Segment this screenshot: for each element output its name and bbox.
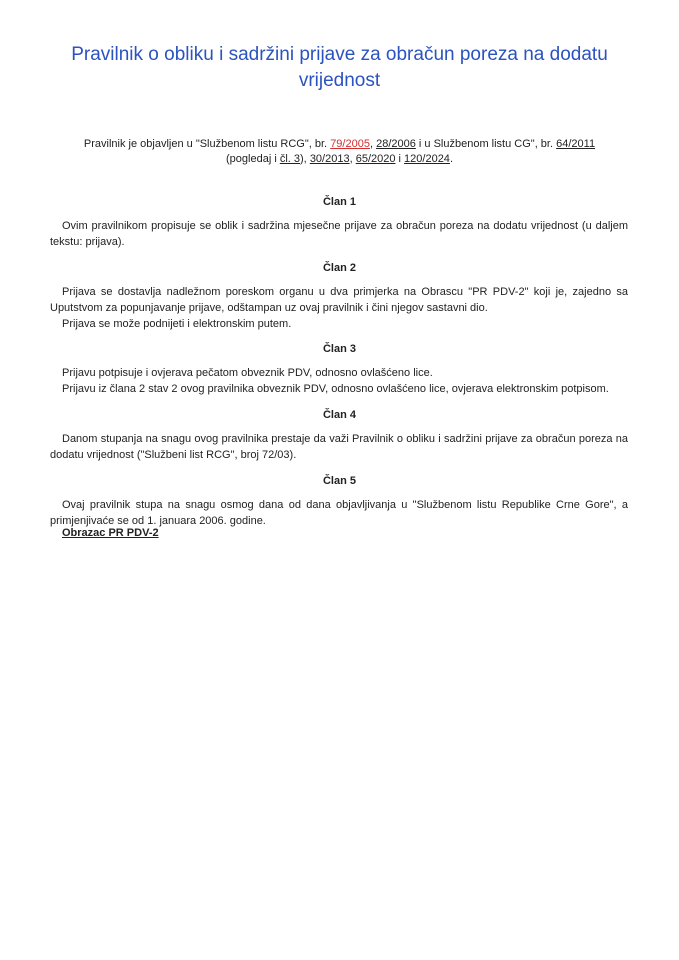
paragraph: Prijava se može podnijeti i elektronskim putem. <box>62 318 292 330</box>
article-3-text <box>50 365 628 397</box>
paragraph: Ovim pravilnikom propisuje se oblik i sadržina mjesečne prijave za obračun poreza na dodatu vrijednost (u daljem tekstu: prijava). <box>50 220 628 248</box>
article-1-text <box>50 218 628 250</box>
paragraph: Ovaj pravilnik stupa na snagu osmog dana od dana objavljivanja u "Službenom listu Republike Crne Gore", a primjenjivaće se od 1. januara 2006. godine. <box>50 499 628 527</box>
article-5-heading: Član 5 <box>322 475 356 487</box>
paragraph: Prijavu iz člana 2 stav 2 ovog pravilnika obveznik PDV, odnosno ovlašćeno lice, ovjerava elektronskim potpisom. <box>62 383 609 395</box>
publication-info: Pravilnik je objavljen u "Službenom listu RCG", br. 79/2005, 28/2006 i u Službenom listu CG", br. 64/2011 (pogledaj i čl. 3), 30/2013, 65/2020 i 120/2024. <box>83 138 596 165</box>
article-4-text <box>50 431 628 463</box>
gazette-link-2011[interactable]: 64/2011 <box>556 138 596 150</box>
gazette-link-2006[interactable]: 28/2006 <box>376 138 416 150</box>
article-5-text <box>50 497 628 529</box>
article-2-heading: Član 2 <box>322 262 356 274</box>
paragraph: Prijavu potpisuje i ovjerava pečatom obveznik PDV, odnosno ovlašćeno lice. <box>62 367 433 379</box>
form-pr-pdv-2-link[interactable]: Obrazac PR PDV-2 <box>62 527 159 539</box>
gazette-link-2020[interactable]: 65/2020 <box>355 153 396 165</box>
article-3-link[interactable]: čl. 3 <box>279 153 301 165</box>
gazette-link-2013[interactable]: 30/2013 <box>309 153 350 165</box>
gazette-link-2005[interactable]: 79/2005 <box>330 138 370 150</box>
article-3-heading: Član 3 <box>322 343 356 355</box>
paragraph: Danom stupanja na snagu ovog pravilnika prestaje da važi Pravilnik o obliku i sadržini prijave za obračun poreza na dodatu vrijednost ("Službeni list RCG", broj 72/03). <box>50 433 628 461</box>
article-1-heading: Član 1 <box>322 196 356 208</box>
publication-mid: i u Službenom listu CG", br. <box>418 138 554 150</box>
document-title: Pravilnik o obliku i sadržini prijave za obračun poreza na dodatu vrijednost <box>71 44 608 91</box>
gazette-link-2024[interactable]: 120/2024 <box>404 153 450 165</box>
publication-prefix: Pravilnik je objavljen u "Službenom listu RCG", br. <box>83 138 328 150</box>
article-4-heading: Član 4 <box>322 409 356 421</box>
article-2-text <box>50 284 628 332</box>
paragraph: Prijava se dostavlja nadležnom poreskom organu u dva primjerka na Obrascu "PR PDV-2" koji je, zajedno sa Uputstvom za popunjavanje prijave, odštampan uz ovaj pravilnik i čini njegov sastavni dio. <box>50 286 628 314</box>
